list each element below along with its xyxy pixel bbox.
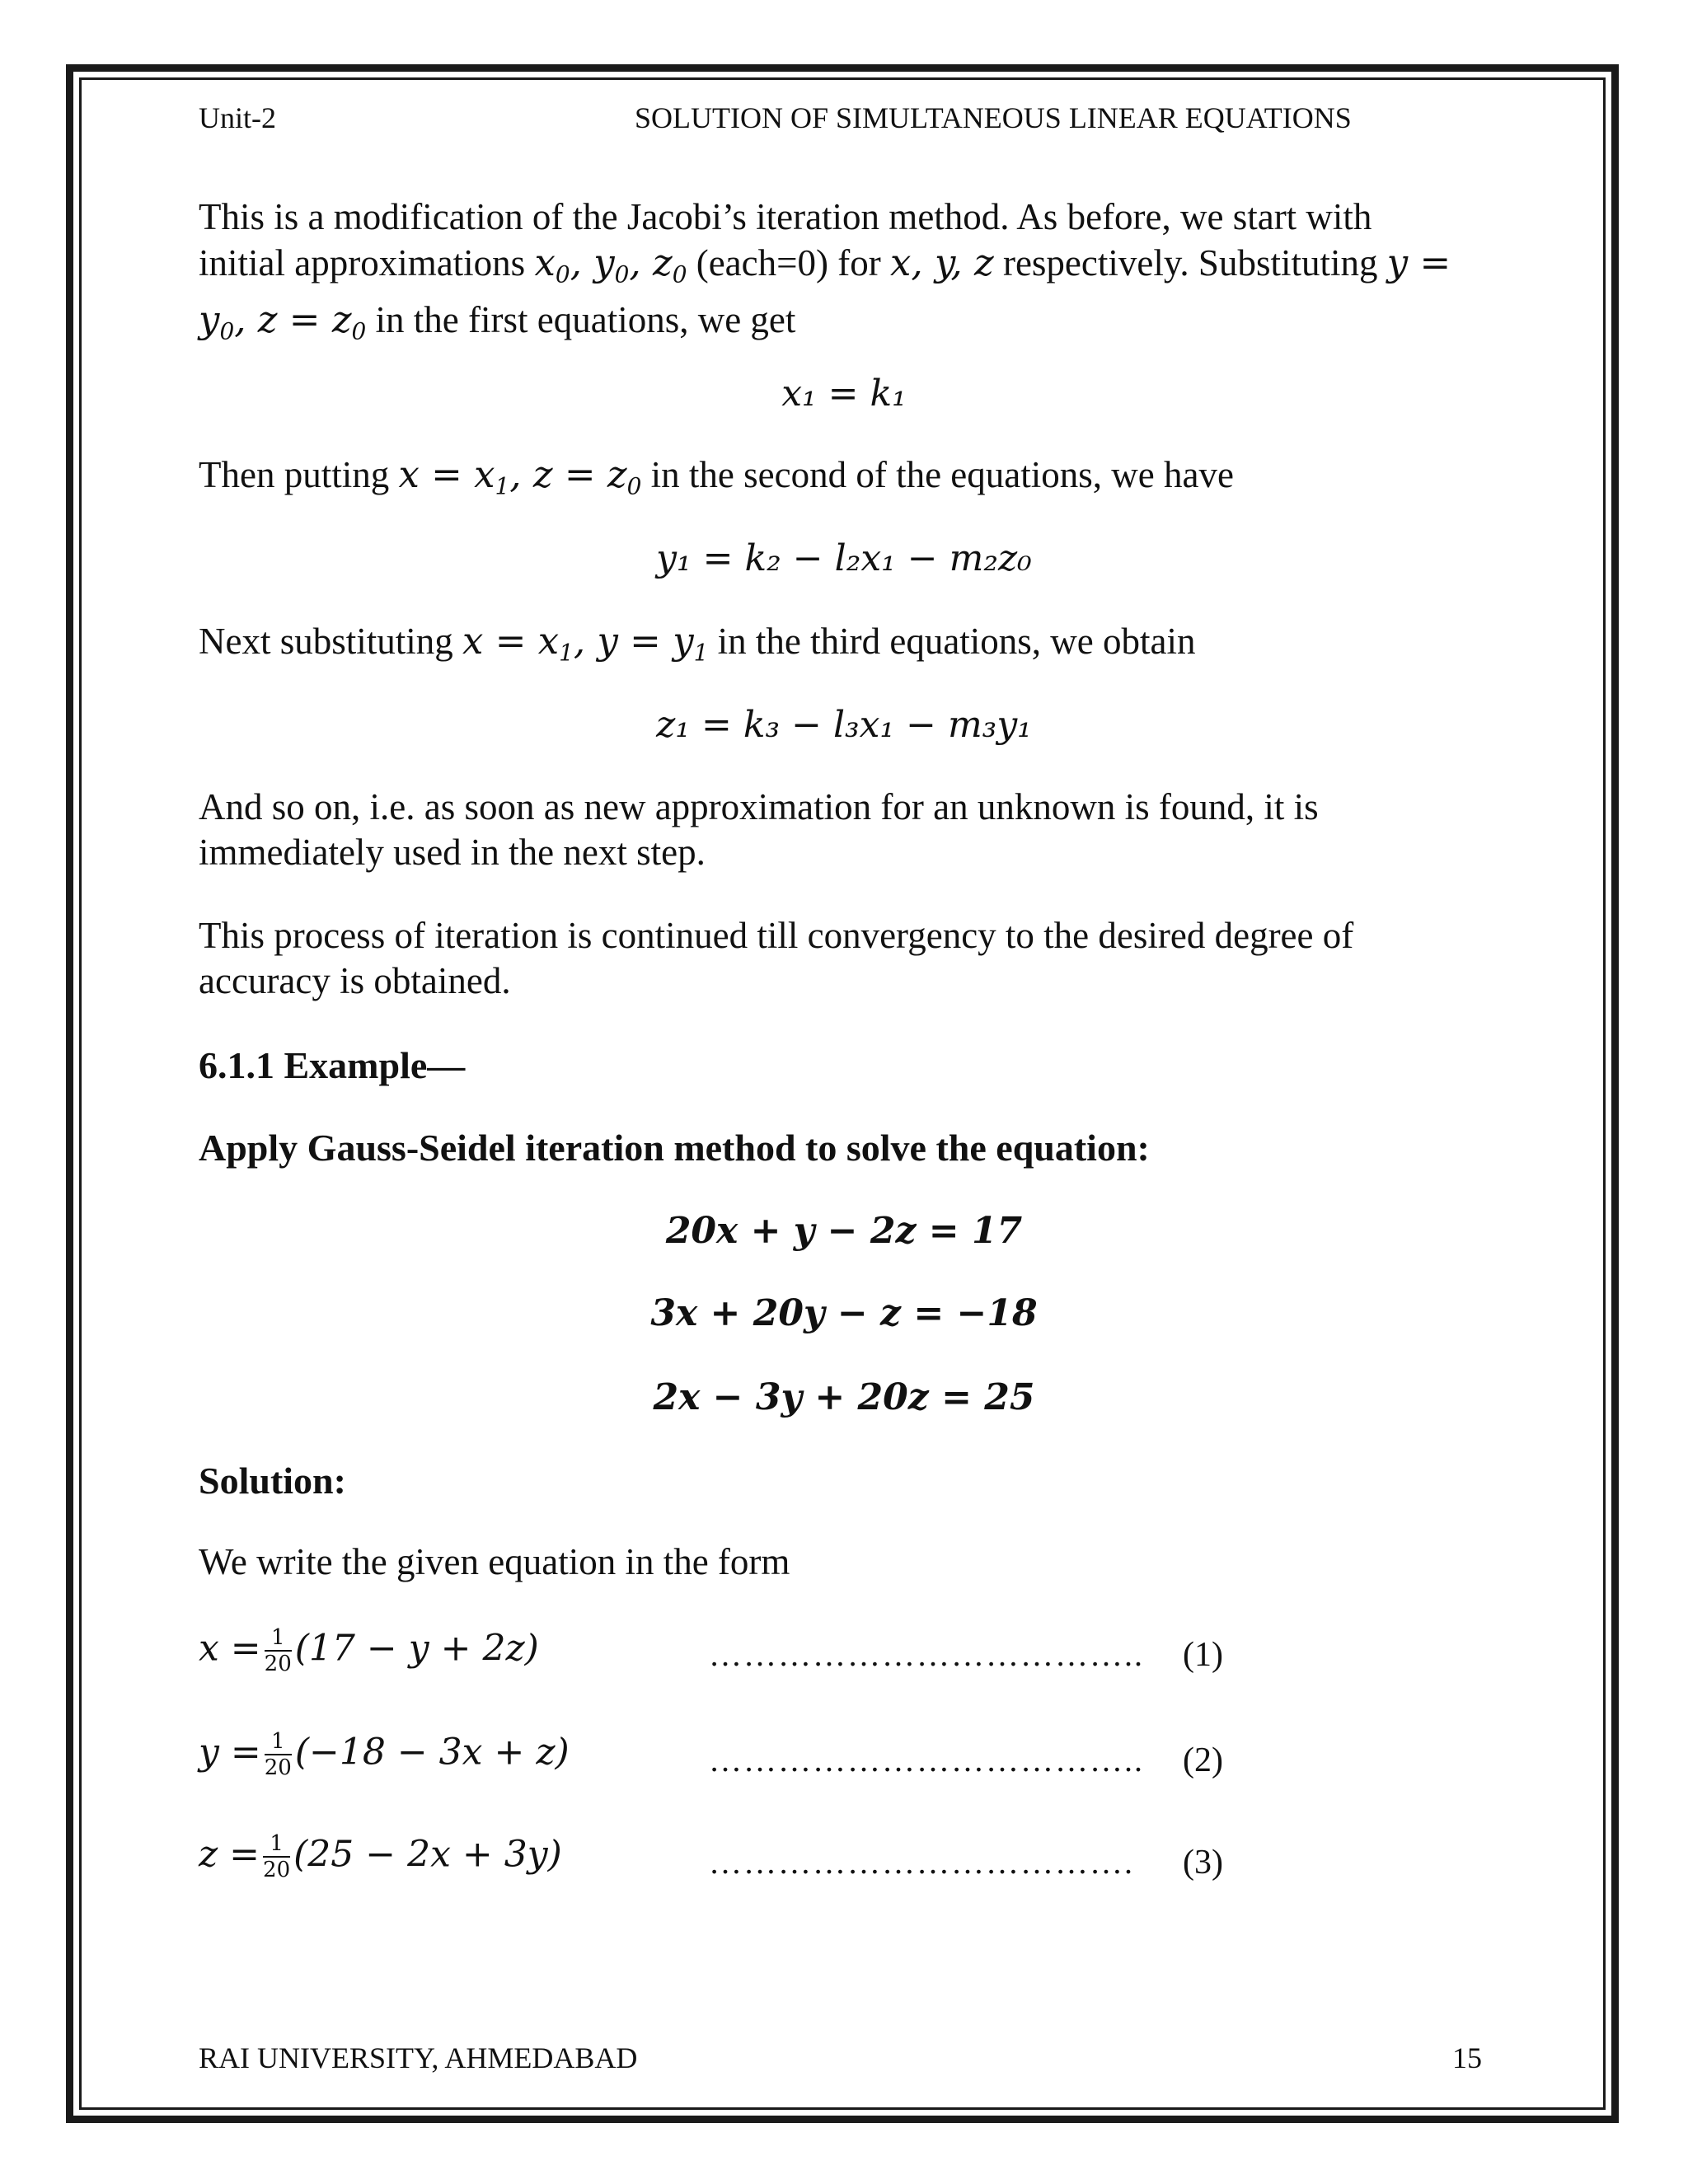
- page-number: 15: [1452, 2041, 1482, 2074]
- intro-paragraph: [199, 194, 1451, 354]
- and-so-on-paragraph: And so on, i.e. as soon as new approximation for an unknown is found, it is immediately used in the next step.: [199, 786, 1319, 873]
- system-equation-1: 20x + y − 2z = 17: [665, 1210, 1023, 1252]
- next-substituting-line: Next substituting $x = x_1$, $y = y_1$ in the third equations, we obtain: [199, 619, 1196, 667]
- rewritten-equation-3: z = $\frac{1}{20}$ (25 − 2x + 3y): [199, 1831, 562, 1882]
- leader-dots-3: ……………………………….: [709, 1844, 1134, 1881]
- equation-ref-2: (2): [1183, 1741, 1223, 1779]
- intro-line-1: This is a modification of the Jacobi’s iteration method. As before, we start with: [199, 196, 1372, 237]
- equation-x1: x₁ = k₁: [781, 373, 907, 415]
- intro-line-3: $y_0$, $z = z_0$ in the first equations, we get: [199, 298, 796, 345]
- solution-heading: Solution:: [199, 1460, 346, 1502]
- equation-ref-1: (1): [1183, 1636, 1223, 1674]
- header-title: SOLUTION OF SIMULTANEOUS LINEAR EQUATIONS: [635, 101, 1352, 134]
- rewritten-equation-1: x = $\frac{1}{20}$ (17 − y + 2z): [199, 1625, 539, 1676]
- leader-dots-1: ………………………………..: [709, 1636, 1144, 1673]
- footer-university: RAI UNIVERSITY, AHMEDABAD: [199, 2041, 638, 2074]
- we-write-line: We write the given equation in the form: [199, 1541, 790, 1582]
- process-paragraph: This process of iteration is continued till convergency to the desired degree of accuracy is obtained.: [199, 915, 1354, 1001]
- equation-y1: y₁ = k₂ − l₂x₁ − m₂z₀: [656, 537, 1032, 579]
- example-heading: 6.1.1 Example—: [199, 1044, 466, 1086]
- header-unit: Unit-2: [199, 101, 276, 134]
- then-putting-line: Then putting $x = x_1$, $z = z_0$ in the second of the equations, we have: [199, 452, 1234, 500]
- intro-line-2: initial approximations $x_0$, $y_0$, $z_0$ (each=0) for x, y, z respectively. Substituting y =: [199, 241, 1451, 288]
- equation-ref-3: (3): [1183, 1844, 1223, 1882]
- rewritten-equation-2: y = $\frac{1}{20}$ (−18 − 3x + z): [199, 1729, 570, 1780]
- leader-dots-2: ………………………………..: [709, 1741, 1144, 1779]
- equation-z1: z₁ = k₃ − l₃x₁ − m₃y₁: [656, 704, 1032, 746]
- apply-heading: Apply Gauss-Seidel iteration method to solve the equation:: [199, 1127, 1150, 1169]
- system-equation-3: 2x − 3y + 20z = 25: [653, 1376, 1035, 1418]
- system-equation-2: 3x + 20y − z = −18: [650, 1292, 1038, 1334]
